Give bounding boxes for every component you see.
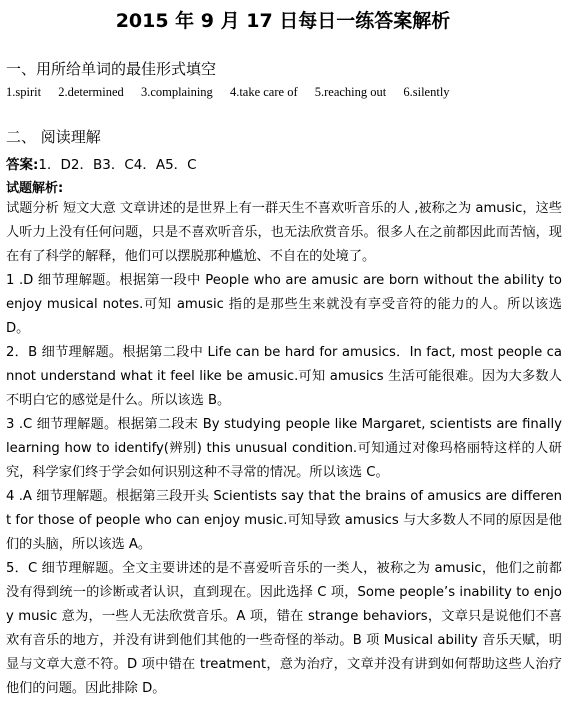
blank-answer: 4.take care of xyxy=(229,85,298,99)
blank-answer: 3.complaining xyxy=(140,85,213,99)
page-title: 2015 年 9 月 17 日每日一练答案解析 xyxy=(115,10,451,32)
analysis-item-3: 3 .C 细节理解题。根据第二段末 By studying people like Margaret, scientists are finally learning how to identify(辨别) this unusual condition.可知通过对像玛格丽特这样的人研究，科学家们终于学会如何识别这种不寻常的情况。所以该选 C。 xyxy=(6,417,562,480)
section2-heading: 二、 阅读理解 xyxy=(6,128,101,146)
blank-answer: 2.determined xyxy=(58,85,124,99)
blank-answer: 1.spirit xyxy=(6,85,42,99)
analysis-item-2: 2．B 细节理解题。根据第二段中 Life can be hard for amusics．In fact, most people cannot understand what it feel like be amusic.可知 amusics 生活可能很难。因为大多数人不明白它的感觉是什么。所以该选 B。 xyxy=(6,345,562,408)
blank-answer: 5.reaching out xyxy=(314,85,387,99)
analysis-item-1: 1 .D 细节理解题。根据第一段中 People who are amusic are born without the ability to enjoy musical notes.可知 amusic 指的是那些生来就没有享受音符的能力的人。所以该选 D。 xyxy=(6,273,562,336)
analysis-summary: 试题分析 短文大意 文章讲述的是世界上有一群天生不喜欢听音乐的人 ,被称之为 amusic，这些人听力上没有任何问题，只是不喜欢听音乐，也无法欣赏音乐。很多人在之前都因此而苦恼，现在有了科学的解释，他们可以摆脱那种尴尬、不自在的处境了。 xyxy=(6,201,562,264)
blank-answers xyxy=(6,85,464,100)
analysis-item-5: 5．C 细节理解题。全文主要讲述的是不喜爱听音乐的一类人，被称之为 amusic，他们之前都没有得到统一的诊断或者认识，直到现在。因此选择 C 项，Some people’s inability to enjoy music 意为，一些人无法欣赏音乐。A 项，错在 strange behaviors，文章只是说他们不喜欢有音乐的地方，并没有讲到他们其他的一些奇怪的举动。B 项 Musical ability 音乐天赋，明显与文章大意不符。D 项中错在 treatment，意为治疗，文章并没有讲到如何帮助这些人治疗他们的问题。因此排除 D。 xyxy=(6,561,562,696)
answer-line xyxy=(6,153,197,173)
blank-answer: 6.silently xyxy=(403,85,450,99)
answer-text: 1．D2．B3．C4．A5．C xyxy=(38,157,197,173)
answer-label: 答案: xyxy=(6,157,39,173)
section1-heading: 一、用所给单词的最佳形式填空 xyxy=(6,60,217,78)
analysis-item-4: 4 .A 细节理解题。根据第三段开头 Scientists say that the brains of amusics are different for those of people who can enjoy music.可知导致 amusics 与大多数人不同的原因是他们的头脑，所以该选 A。 xyxy=(6,489,562,552)
analysis-heading: 试题解析: xyxy=(6,181,64,196)
